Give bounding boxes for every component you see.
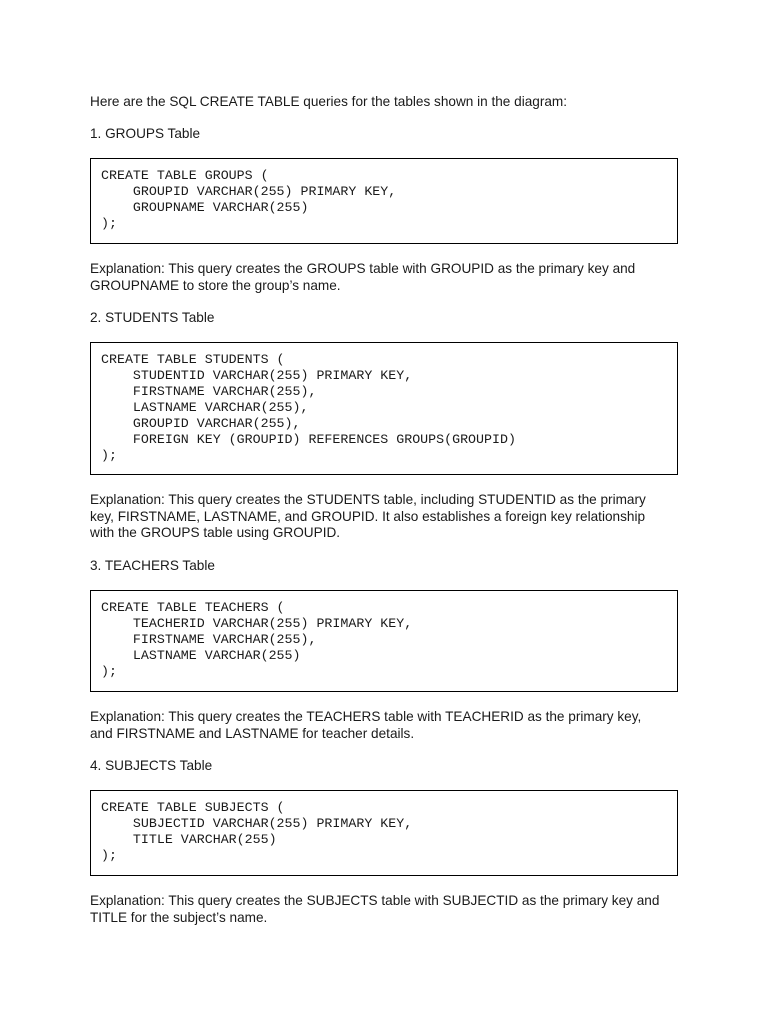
code-block-subjects [90, 790, 678, 876]
code-text-subjects: CREATE TABLE SUBJECTS ( SUBJECTID VARCHAR(255) PRIMARY KEY, TITLE VARCHAR(255) ); [101, 800, 413, 863]
intro-text: Here are the SQL CREATE TABLE queries for the tables shown in the diagram: [90, 94, 568, 109]
section-heading-groups: 1. GROUPS Table [90, 126, 201, 141]
explanation-subjects: Explanation: This query creates the SUBJECTS table with SUBJECTID as the primary key and TITLE for the subject’s name. [90, 893, 660, 925]
explanation-groups: Explanation: This query creates the GROUPS table with GROUPID as the primary key and GROUPNAME to store the group’s name. [90, 261, 636, 293]
code-text-students: CREATE TABLE STUDENTS ( STUDENTID VARCHAR(255) PRIMARY KEY, FIRSTNAME VARCHAR(255), LASTNAME VARCHAR(255), GROUPID VARCHAR(255), FOREIGN KEY (GROUPID) REFERENCES GROUPS(GROUPID) ); [101, 352, 516, 463]
code-text-teachers: CREATE TABLE TEACHERS ( TEACHERID VARCHAR(255) PRIMARY KEY, FIRSTNAME VARCHAR(255), LASTNAME VARCHAR(255) ); [101, 600, 413, 679]
section-heading-students: 2. STUDENTS Table [90, 310, 215, 325]
code-text-groups: CREATE TABLE GROUPS ( GROUPID VARCHAR(255) PRIMARY KEY, GROUPNAME VARCHAR(255) ); [101, 168, 397, 231]
explanation-teachers: Explanation: This query creates the TEACHERS table with TEACHERID as the primary key, and FIRSTNAME and LASTNAME for teacher details. [90, 709, 642, 741]
code-block-teachers [90, 590, 678, 692]
code-block-groups [90, 158, 678, 244]
explanation-students: Explanation: This query creates the STUDENTS table, including STUDENTID as the primary key, FIRSTNAME, LASTNAME, and GROUPID. It also establishes a foreign key relationship with the GROUPS table using GROUPID. [90, 492, 646, 540]
section-heading-teachers: 3. TEACHERS Table [90, 558, 215, 573]
section-heading-subjects: 4. SUBJECTS Table [90, 758, 213, 773]
code-block-students [90, 342, 678, 475]
